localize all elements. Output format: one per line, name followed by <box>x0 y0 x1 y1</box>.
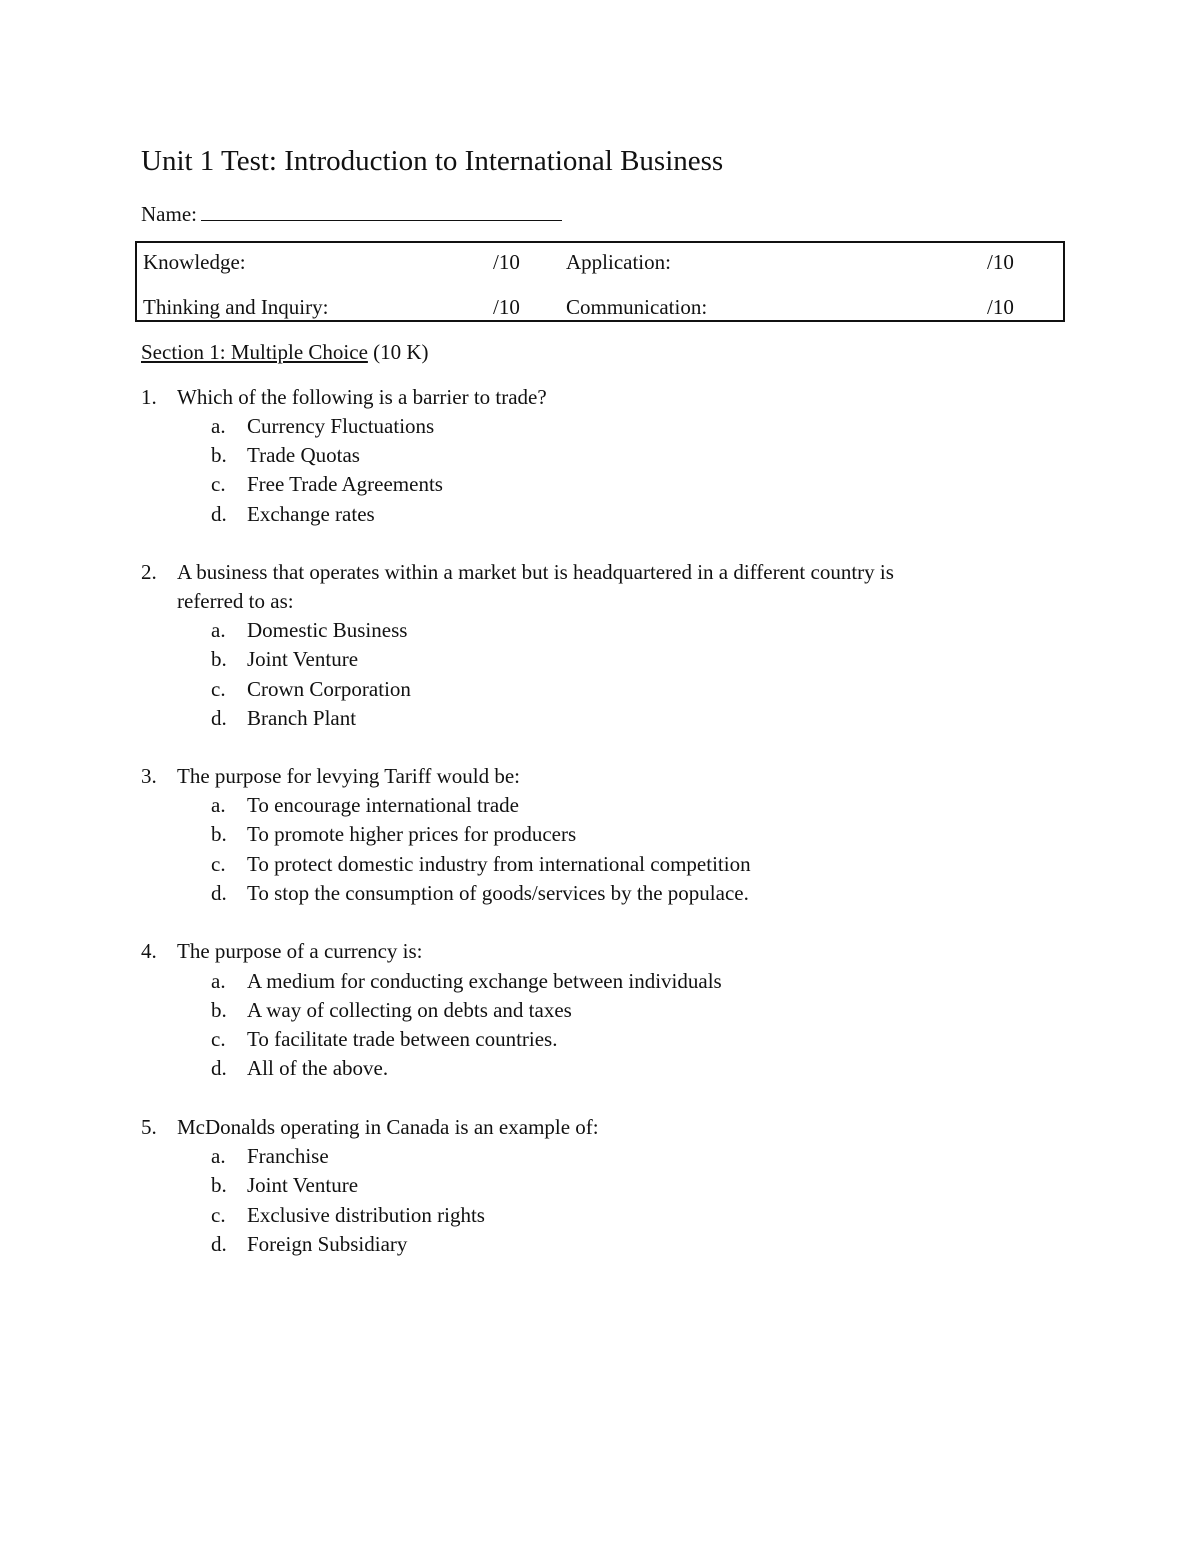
option-text: A way of collecting on debts and taxes <box>247 998 572 1022</box>
option-letter: a. <box>211 969 226 993</box>
option-letter: d. <box>211 502 227 526</box>
question-text: The purpose of a currency is: <box>177 939 423 963</box>
question-number: 4. <box>141 939 157 963</box>
knowledge-total: /10 <box>493 250 520 274</box>
option-text: To stop the consumption of goods/services by the populace. <box>247 881 749 905</box>
option-letter: a. <box>211 793 226 817</box>
option-text: Trade Quotas <box>247 443 360 467</box>
option-text: To promote higher prices for producers <box>247 822 577 846</box>
option-letter: b. <box>211 998 227 1022</box>
option-text: Currency Fluctuations <box>247 414 435 438</box>
application-total: /10 <box>987 250 1014 274</box>
option-text: Exchange rates <box>247 502 375 526</box>
question-text: The purpose for levying Tariff would be: <box>177 764 521 788</box>
thinking-label: Thinking and Inquiry: <box>143 295 329 319</box>
name-blank-line[interactable] <box>201 198 562 221</box>
option-letter: b. <box>211 1173 227 1197</box>
option-text: Joint Venture <box>247 647 359 671</box>
question-number: 3. <box>141 764 157 788</box>
option-letter: c. <box>211 677 226 701</box>
section-title: Section 1: Multiple Choice <box>141 340 368 364</box>
option-text: Free Trade Agreements <box>247 472 443 496</box>
option-letter: a. <box>211 618 226 642</box>
option-letter: d. <box>211 1056 227 1080</box>
option-text: Branch Plant <box>247 706 357 730</box>
name-label: Name: <box>141 202 197 226</box>
option-text: Domestic Business <box>247 618 408 642</box>
option-letter: c. <box>211 852 226 876</box>
question-text: Which of the following is a barrier to trade? <box>177 385 547 409</box>
name-field <box>141 198 562 229</box>
option-letter: b. <box>211 443 227 467</box>
option-letter: c. <box>211 1027 226 1051</box>
option-letter: c. <box>211 1203 226 1227</box>
option-text: All of the above. <box>247 1056 389 1080</box>
option-text: Franchise <box>247 1144 329 1168</box>
option-letter: d. <box>211 881 227 905</box>
option-text: A medium for conducting exchange between individuals <box>247 969 722 993</box>
section-marks: (10 K) <box>373 340 429 364</box>
question-text: McDonalds operating in Canada is an example of: <box>177 1115 599 1139</box>
option-letter: a. <box>211 414 226 438</box>
question-number: 5. <box>141 1115 157 1139</box>
question-number: 1. <box>141 385 157 409</box>
option-letter: c. <box>211 472 226 496</box>
option-text: Joint Venture <box>247 1173 359 1197</box>
option-text: To protect domestic industry from international competition <box>247 852 751 876</box>
communication-total: /10 <box>987 295 1014 319</box>
option-letter: b. <box>211 647 227 671</box>
option-text: To facilitate trade between countries. <box>247 1027 558 1051</box>
option-text: Crown Corporation <box>247 677 411 701</box>
communication-label: Communication: <box>566 295 708 319</box>
option-letter: b. <box>211 822 227 846</box>
section-heading <box>141 337 429 367</box>
question-number: 2. <box>141 560 157 584</box>
knowledge-label: Knowledge: <box>143 250 246 274</box>
score-table <box>135 241 1065 322</box>
option-text: Exclusive distribution rights <box>247 1203 485 1227</box>
option-letter: a. <box>211 1144 226 1168</box>
option-text: To encourage international trade <box>247 793 519 817</box>
option-letter: d. <box>211 1232 227 1256</box>
thinking-total: /10 <box>493 295 520 319</box>
option-text: Foreign Subsidiary <box>247 1232 408 1256</box>
page-title: Unit 1 Test: Introduction to International Business <box>141 145 724 177</box>
question-text: A business that operates within a market but is headquartered in a different country is <box>177 560 894 584</box>
option-letter: d. <box>211 706 227 730</box>
application-label: Application: <box>566 250 671 274</box>
question-text: referred to as: <box>177 589 294 613</box>
